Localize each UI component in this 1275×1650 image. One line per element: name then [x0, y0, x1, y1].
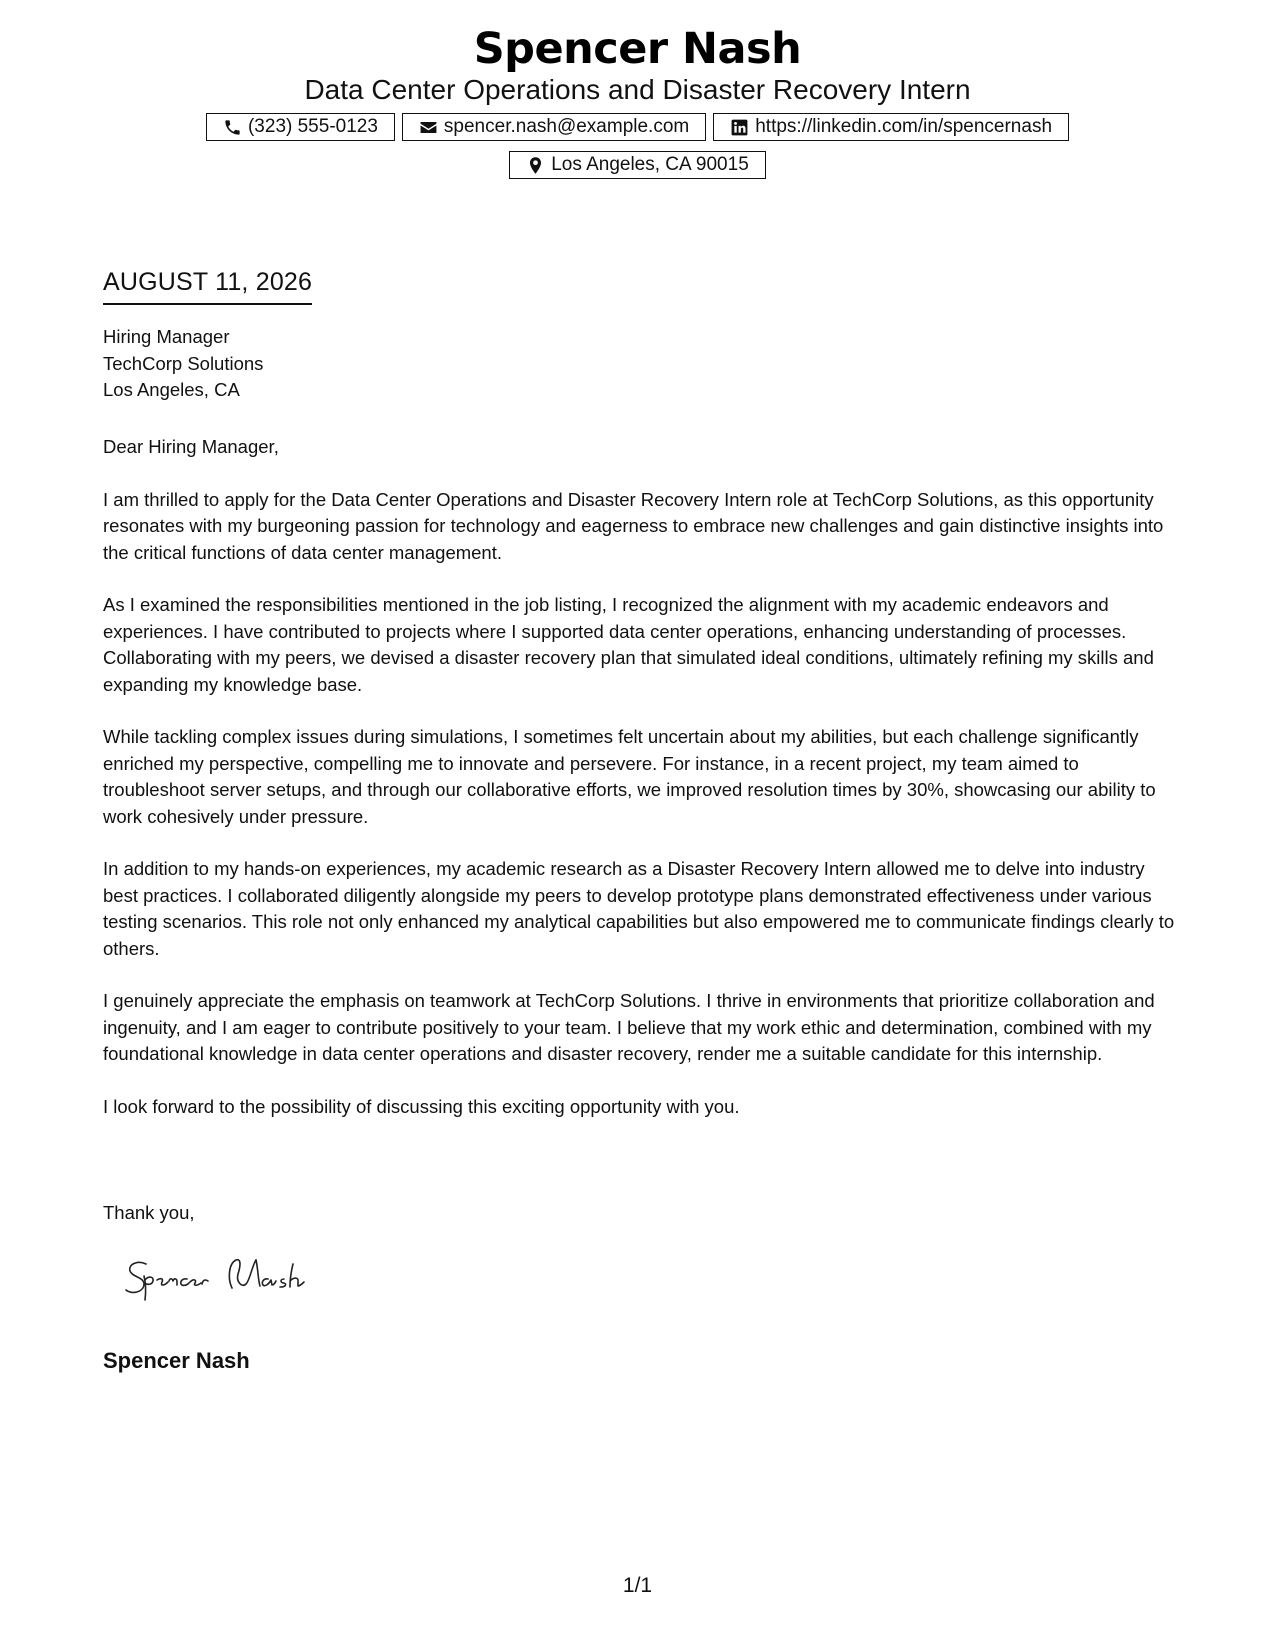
- page-number: 1/1: [622, 1574, 653, 1597]
- phone-contact[interactable]: [206, 113, 395, 141]
- applicant-name: Spencer Nash: [473, 24, 802, 74]
- recipient-location: Los Angeles, CA: [103, 379, 240, 400]
- handwritten-signature: [124, 1250, 344, 1306]
- linkedin-text: https://linkedin.com/in/spencernash: [755, 116, 1053, 137]
- body-paragraph: As I examined the responsibilities mentioned in the job listing, I recognized the alignment with my academic endeavors and experiences. I have contributed to projects where I supported data center operations, enhancing understanding of processes. Collaborating with my peers, we devised a disaster recovery plan that simulated ideal conditions, ultimately refining my skills and expanding my knowledge base.: [103, 594, 1154, 695]
- closing: Thank you,: [103, 1202, 195, 1223]
- body-paragraph: While tackling complex issues during simulations, I sometimes felt uncertain about my abilities, but each challenge significantly enriched my perspective, compelling me to innovate and persevere. For instance, in a recent project, my team aimed to troubleshoot server setups, and through our collaborative efforts, we improved resolution times by 30%, showcasing our ability to work cohesively under pressure.: [103, 726, 1156, 827]
- location-contact: [509, 151, 766, 179]
- body-paragraph: I am thrilled to apply for the Data Center Operations and Disaster Recovery Intern role at TechCorp Solutions, as this opportunity resonates with my burgeoning passion for technology and eagerness to embrace new challenges and gain distinctive insights into the critical functions of data center management.: [103, 488, 1164, 563]
- body-paragraph: I look forward to the possibility of discussing this exciting opportunity with you.: [103, 1095, 740, 1117]
- contact-row: [0, 113, 1275, 141]
- recipient-company: TechCorp Solutions: [103, 352, 264, 374]
- signer-name: Spencer Nash: [103, 1348, 250, 1373]
- phone-text: (323) 555-0123: [247, 116, 378, 137]
- email-contact[interactable]: [402, 113, 706, 141]
- body-paragraph: In addition to my hands-on experiences, my academic research as a Disaster Recovery Intern allowed me to delve into industry best practices. I collaborated diligently alongside my peers to develop prototype plans demonstrated effectiveness under various testing scenarios. This role not only enhanced my analytical capabilities but also empowered me to communicate findings clearly to others.: [103, 858, 1175, 959]
- email-text: spencer.nash@example.com: [443, 116, 690, 137]
- applicant-role: Data Center Operations and Disaster Recovery Intern: [304, 74, 971, 105]
- phone-icon: [223, 118, 242, 137]
- envelope-icon: [419, 118, 438, 137]
- linkedin-contact[interactable]: [713, 113, 1069, 141]
- salutation: Dear Hiring Manager,: [103, 436, 279, 457]
- linkedin-icon: [730, 118, 749, 137]
- map-pin-icon: [526, 156, 545, 175]
- recipient-title: Hiring Manager: [103, 326, 230, 347]
- letter-body: [103, 434, 1178, 1146]
- letter-date: AUGUST 11, 2026: [103, 266, 312, 305]
- body-paragraph: I genuinely appreciate the emphasis on teamwork at TechCorp Solutions. I thrive in environments that prioritize collaboration and ingenuity, and I am eager to contribute positively to your team. I believe that my work ethic and determination, combined with my foundational knowledge in data center operations and disaster recovery, render me a suitable candidate for this internship.: [103, 990, 1155, 1064]
- contact-row-2: [0, 151, 1275, 179]
- location-text: Los Angeles, CA 90015: [551, 154, 749, 175]
- recipient-block: [103, 324, 263, 404]
